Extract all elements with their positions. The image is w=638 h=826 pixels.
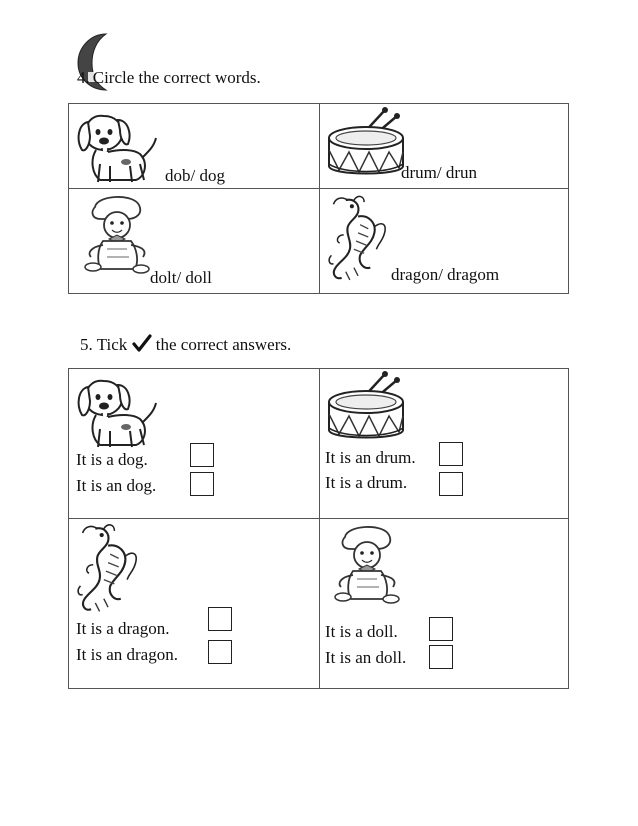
drum-icon bbox=[323, 372, 413, 444]
answer-checkbox[interactable] bbox=[429, 645, 453, 669]
section5-tick-word: Tick bbox=[96, 335, 128, 354]
section4-hdivider bbox=[68, 188, 569, 189]
doll-icon bbox=[324, 523, 410, 609]
section5-hdivider bbox=[68, 518, 569, 519]
doll-icon bbox=[74, 193, 160, 279]
section5-vdivider bbox=[319, 368, 320, 689]
dragon-icon bbox=[322, 194, 392, 284]
dog-icon bbox=[74, 371, 164, 453]
section4-instruction: Circle the correct words. bbox=[92, 68, 261, 87]
answer-checkbox[interactable] bbox=[439, 472, 463, 496]
answer-checkbox[interactable] bbox=[208, 640, 232, 664]
checkmark-icon bbox=[132, 334, 152, 352]
answer-text: It is an drum. bbox=[325, 448, 416, 467]
answer-text: It is a doll. bbox=[325, 622, 398, 641]
answer-text: It is a dragon. bbox=[76, 619, 170, 638]
word-options: dob/ dog bbox=[165, 166, 225, 185]
section5-heading bbox=[80, 334, 291, 355]
word-options: dragon/ dragom bbox=[391, 265, 500, 284]
dog-icon bbox=[74, 106, 164, 188]
answer-text: It is an dragon. bbox=[76, 645, 178, 664]
answer-checkbox[interactable] bbox=[190, 443, 214, 467]
word-options: dolt/ doll bbox=[150, 268, 212, 287]
answer-checkbox[interactable] bbox=[208, 607, 232, 631]
dragon-icon bbox=[72, 522, 142, 616]
answer-checkbox[interactable] bbox=[439, 442, 463, 466]
answer-checkbox[interactable] bbox=[190, 472, 214, 496]
section5-number: 5. bbox=[80, 335, 93, 354]
answer-text: It is an dog. bbox=[76, 476, 157, 495]
section4-heading bbox=[77, 68, 261, 88]
section5-instruction: the correct answers. bbox=[155, 335, 292, 354]
answer-text: It is a dog. bbox=[76, 450, 148, 469]
section4-vdivider bbox=[319, 103, 320, 294]
drum-icon bbox=[323, 108, 413, 180]
answer-text: It is a drum. bbox=[325, 473, 408, 492]
word-options: drum/ drun bbox=[401, 163, 478, 182]
answer-text: It is an doll. bbox=[325, 648, 407, 667]
answer-checkbox[interactable] bbox=[429, 617, 453, 641]
section4-number: 4. bbox=[77, 68, 90, 87]
